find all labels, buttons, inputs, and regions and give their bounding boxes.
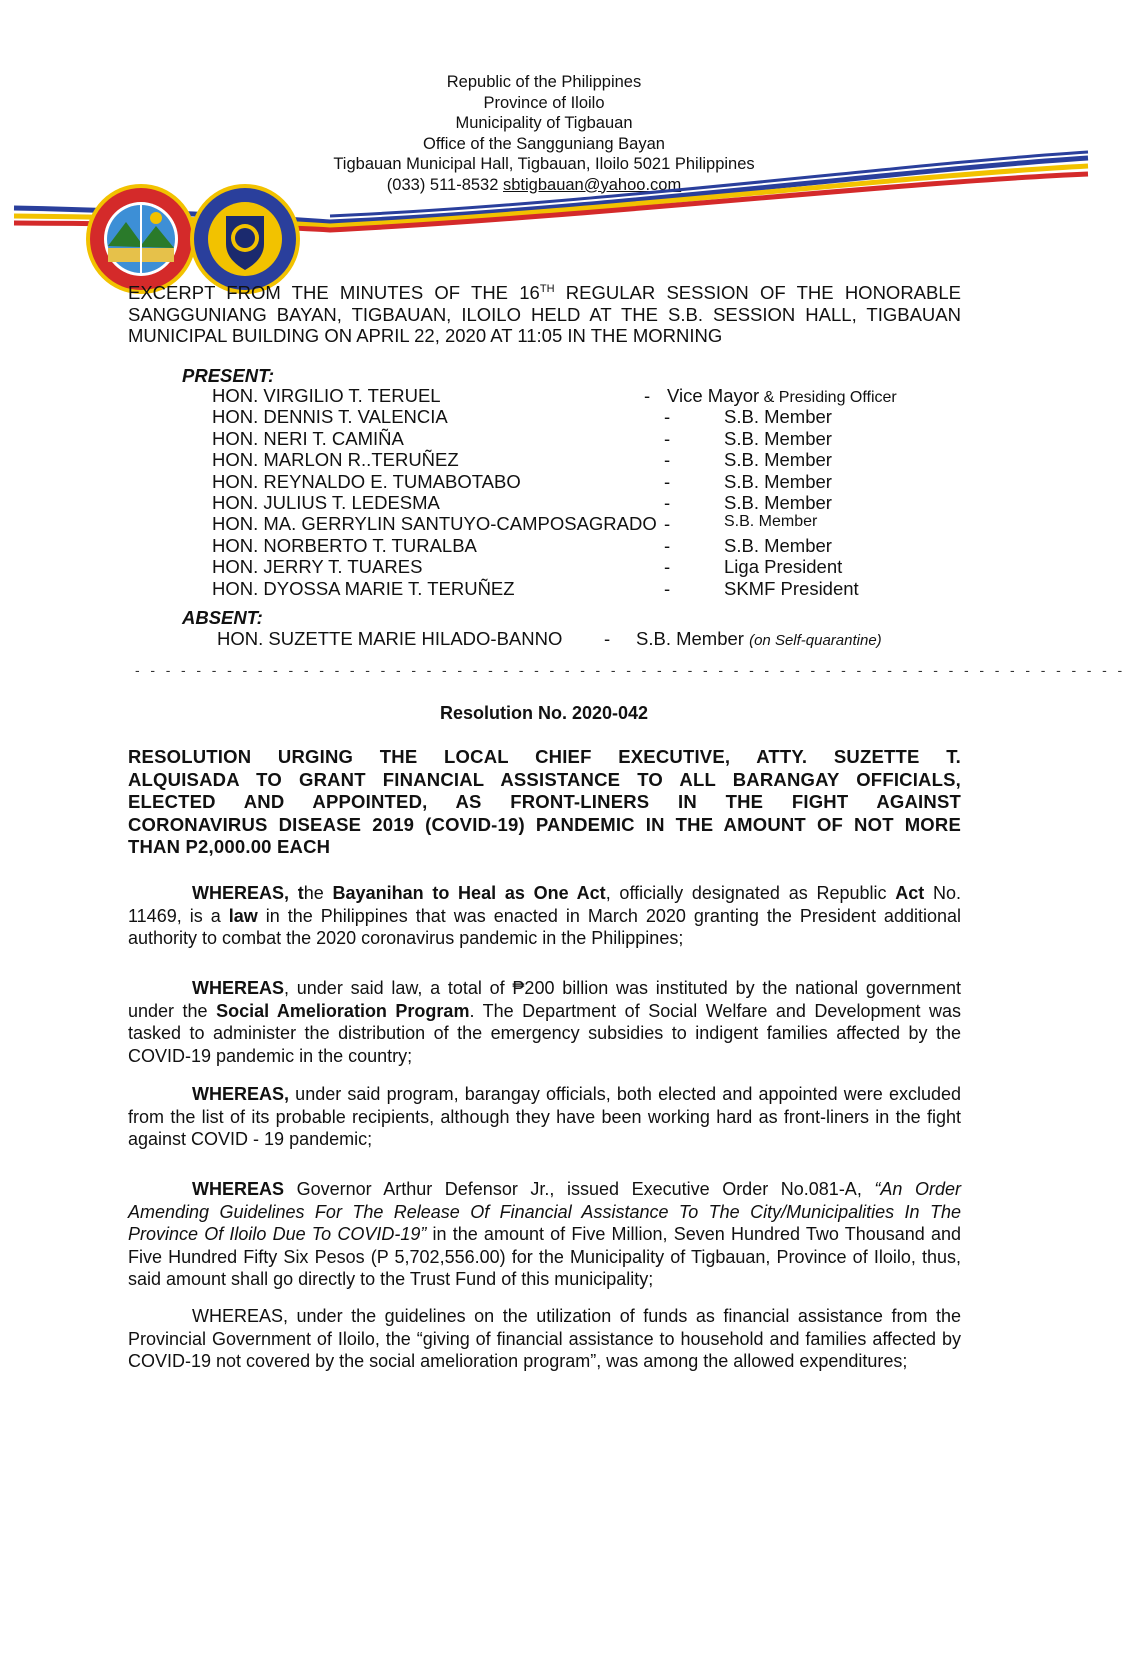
resolution-title-line4: CORONAVIRUS DISEASE 2019 (COVID-19) PANDEMIC IN THE AMOUNT OF NOT MORE: [128, 813, 961, 835]
excerpt-line2: SANGGUNIANG BAYAN, TIGBAUAN, ILOILO HELD AT THE S.B. SESSION HALL,: [128, 303, 857, 325]
present-member-role: [724, 492, 832, 514]
absent-member-name: HON. SUZETTE MARIE HILADO-BANNO: [217, 628, 563, 649]
absent-member-note: (on Self-quarantine): [749, 632, 882, 649]
minutes-excerpt-heading: [128, 279, 961, 347]
present-member-dash: -: [664, 427, 671, 449]
header-line-office: Office of the Sangguniang Bayan: [423, 134, 665, 153]
present-member-name: HON. JERRY T. TUARES: [212, 556, 423, 578]
present-member-dash: -: [664, 449, 671, 471]
present-member-role-text: S.B. Member: [724, 470, 832, 492]
absent-member-dash: -: [604, 628, 611, 649]
whereas-1-t: t: [289, 883, 304, 903]
excerpt-line1-a: EXCERPT FROM THE MINUTES OF THE 16: [128, 282, 540, 304]
present-member-role-text: S.B. Member: [724, 534, 832, 556]
present-member-dash: -: [644, 385, 651, 406]
whereas-4-order-title: “An Order Amending Guidelines For The Release Of Financial Assistance To The City/Municipalities In The Province Of Iloilo Due To COVID-19”: [128, 1179, 962, 1244]
present-member-name: HON. NORBERTO T. TURALBA: [212, 534, 477, 556]
present-member-role: [667, 385, 897, 407]
whereas-4-keyword: WHEREAS: [192, 1179, 285, 1199]
whereas-3-text: under said program, barangay officials, both elected and appointed were excluded from the list of its probable recipients, although they have been working hard as front-liners in the fight against COVID - 19 pandemic;: [128, 1084, 961, 1149]
absent-member-role: S.B. Member: [636, 628, 750, 649]
present-member-name: HON. DYOSSA MARIE T. TERUÑEZ: [212, 577, 515, 599]
absent-member-row: [217, 628, 937, 652]
present-members-list: [212, 385, 932, 605]
present-member-role: [724, 406, 832, 428]
present-member-role-text: S.B. Member: [724, 513, 818, 531]
resolution-title: [128, 746, 961, 859]
section-separator: - - - - - - - - - - - - - - - - - - - - - - - - - - - - - - - - - - - - - - - - - - - - - - - - - - - - - - - - - - - - - - - - -: [135, 662, 1126, 678]
whereas-1-he: he: [303, 883, 333, 903]
whereas-4-text-b: in the amount of Five Million, Seven Hundred Two Thousand and Five Hundred Fifty Six Pesos (P 5,702,556.00) for the Municipality of Tigbauan, Province of Iloilo, thus, said amount shall go directly to the Trust Fund of this municipality;: [128, 1224, 961, 1289]
whereas-clause-1: [128, 882, 961, 950]
present-member-dash: -: [664, 492, 671, 513]
present-member-role-extra: & Presiding Officer: [759, 389, 897, 406]
whereas-2-keyword: WHEREAS: [192, 978, 285, 998]
present-member-dash: -: [664, 513, 671, 535]
present-member-dash: -: [664, 406, 671, 428]
present-member-role: [724, 428, 832, 450]
present-member-role-text: S.B. Member: [724, 449, 832, 471]
header-line-municipality: Municipality of Tigbauan: [455, 114, 633, 132]
header-phone: (033) 511-8532: [386, 175, 499, 194]
present-member-role: [724, 471, 832, 493]
present-member-dash: -: [664, 534, 671, 556]
present-member-role-text: Liga President: [724, 556, 843, 578]
present-member-name: HON. DENNIS T. VALENCIA: [212, 406, 448, 428]
resolution-title-line2: ALQUISADA TO GRANT FINANCIAL ASSISTANCE TO ALL BARANGAY OFFICIALS,: [128, 768, 961, 790]
present-member-role-text: Vice Mayor: [667, 385, 760, 406]
whereas-4-text-a: Governor Arthur Defensor Jr., issued Executive Order No.081-A,: [284, 1179, 875, 1199]
present-member-name: HON. MA. GERRYLIN SANTUYO-CAMPOSAGRADO: [212, 513, 657, 535]
present-member-dash: -: [664, 470, 671, 492]
header-email-link[interactable]: sbtigbauan@yahoo.com: [503, 175, 682, 194]
present-member-name: HON. JULIUS T. LEDESMA: [212, 492, 440, 513]
whereas-1-law: law: [228, 905, 258, 926]
present-label: PRESENT:: [182, 365, 275, 386]
excerpt-line1-b: REGULAR SESSION OF THE HONORABLE: [554, 282, 961, 304]
whereas-5-text: WHEREAS, under the guidelines on the utilization of funds as financial assistance from the Provincial Government of Iloilo, the “giving of financial assistance to household and families affected by COVID-19 not covered by the social amelioration program”, was among the allowed expenditures;: [128, 1306, 961, 1371]
resolution-number: Resolution No. 2020-042: [439, 703, 649, 723]
whereas-1-text-c: in the Philippines that was enacted in March 2020 granting the President additional authority to combat the 2020 coronavirus pandemic in the Philippines;: [128, 905, 961, 948]
whereas-2-program: Social Amelioration Program: [216, 1000, 470, 1021]
excerpt-line3: TIGBAUAN MUNICIPAL BUILDING ON APRIL 22, 2020 AT 11:05 IN THE MORNING: [128, 303, 961, 347]
present-member-dash: -: [664, 556, 671, 578]
header-line-republic: Republic of the Philippines: [446, 73, 642, 91]
resolution-title-line3: ELECTED AND APPOINTED, AS FRONT-LINERS IN THE FIGHT AGAINST: [128, 791, 961, 812]
present-member-name: HON. REYNALDO E. TUMABOTABO: [212, 470, 521, 492]
whereas-clause-5: [128, 1305, 961, 1373]
whereas-clause-2: [128, 977, 961, 1067]
whereas-1-text-b: No. 11469, is a: [128, 883, 962, 926]
present-member-role-text: S.B. Member: [724, 492, 832, 513]
resolution-title-line5: THAN P2,000.00 EACH: [128, 836, 331, 857]
present-member-role: [724, 556, 842, 578]
excerpt-sup: TH: [539, 283, 555, 295]
header-line-address: Tigbauan Municipal Hall, Tigbauan, Iloilo 5021 Philippines: [333, 155, 755, 173]
present-member-role: [724, 449, 832, 471]
whereas-1-act: Act: [895, 883, 925, 903]
whereas-2-text-a: , under said law, a total of ₱200 billion was instituted by the national government under the: [128, 978, 961, 1021]
present-member-role: [724, 535, 832, 557]
resolution-title-line1: RESOLUTION URGING THE LOCAL CHIEF EXECUTIVE, ATTY. SUZETTE T.: [128, 746, 961, 767]
header-line-province: Province of Iloilo: [483, 93, 605, 112]
whereas-1-text-a: , officially designated as Republic: [605, 883, 896, 903]
whereas-clause-4: [128, 1178, 961, 1291]
present-member-dash: -: [664, 577, 671, 599]
whereas-2-text-b: . The Department of Social Welfare and Development was tasked to administer the distribution of the emergency subsidies to indigent families affected by the COVID-19 pandemic in the country;: [128, 1000, 961, 1066]
present-member-name: HON. VIRGILIO T. TERUEL: [212, 385, 441, 406]
present-member-role-text: S.B. Member: [724, 427, 832, 449]
whereas-3-keyword: WHEREAS,: [192, 1084, 290, 1104]
present-member-name: HON. NERI T. CAMIÑA: [212, 427, 404, 449]
absent-member-role-wrap: [636, 628, 882, 650]
whereas-1-act-name: Bayanihan to Heal as One Act: [332, 883, 606, 903]
present-member-role-text: SKMF President: [724, 577, 859, 599]
whereas-clause-3: [128, 1083, 961, 1151]
present-member-role: [724, 513, 817, 531]
present-member-role: [724, 578, 859, 600]
present-member-role-text: S.B. Member: [724, 406, 832, 428]
present-member-name: HON. MARLON R..TERUÑEZ: [212, 449, 459, 471]
absent-label: ABSENT:: [182, 607, 263, 628]
whereas-1-keyword: WHEREAS,: [192, 883, 290, 903]
